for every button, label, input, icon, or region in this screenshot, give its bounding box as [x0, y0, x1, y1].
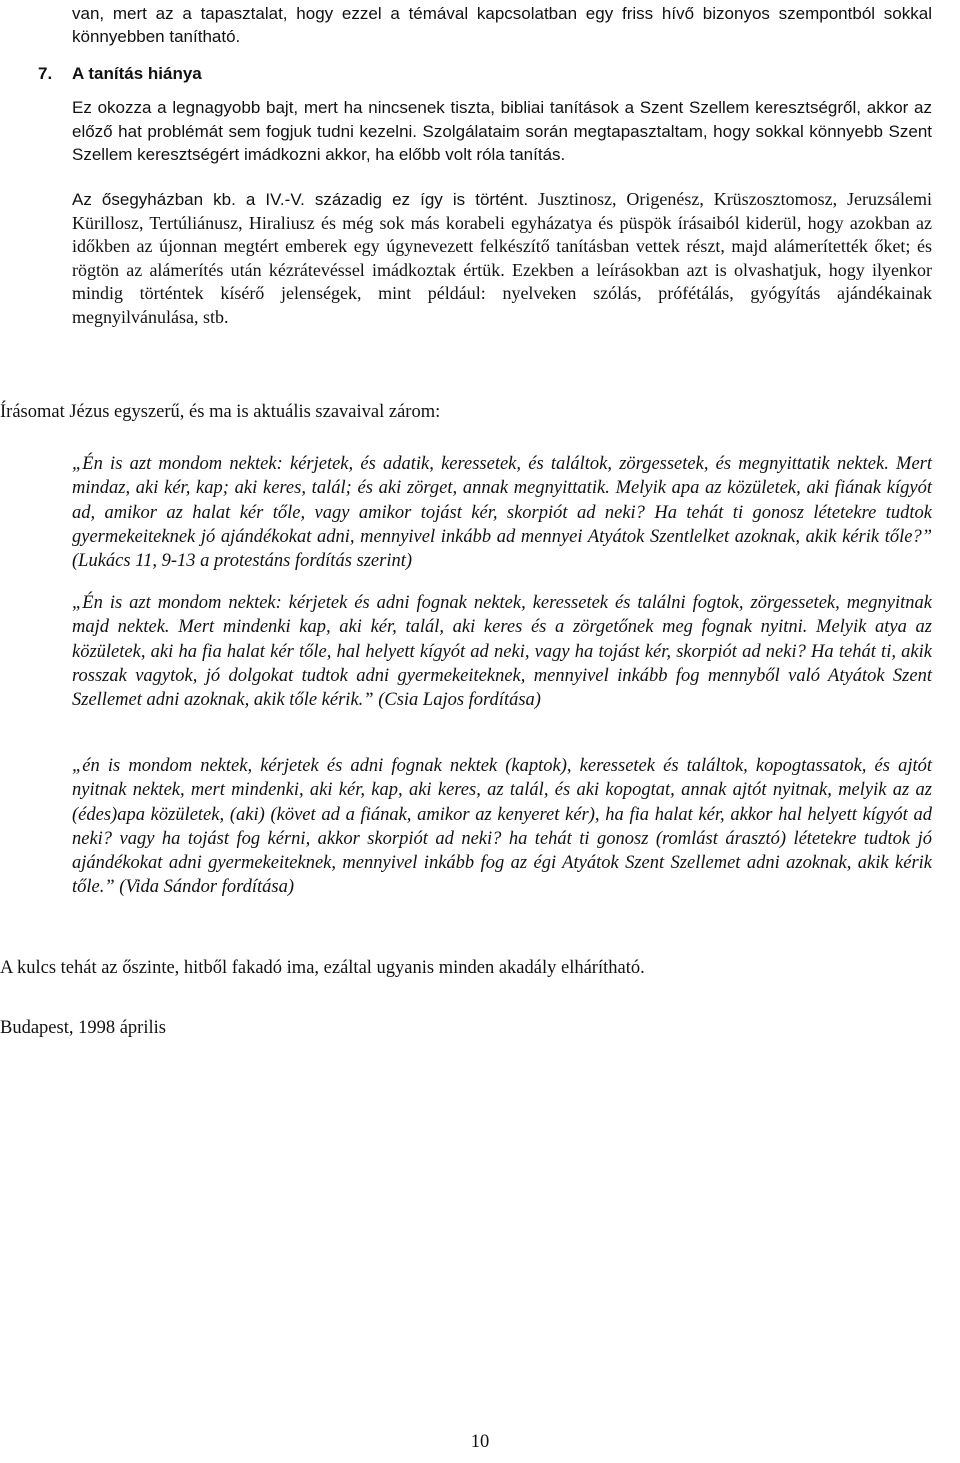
closing-intro-paragraph: Írásomat Jézus egyszerű, és ma is aktuális szavaival zárom: — [0, 402, 441, 422]
paragraph-2-lead: Az ősegyházban kb. a IV.-V. századig ez így is történt. — [72, 190, 529, 209]
paragraph-2-rest: Jusztinosz, Origenész, Krüszosztomosz, Jeruzsálemi Kürillosz, Tertúliánusz, Hiraliusz és még sok más korabeli egyházatya és püspök írásaiból kiderül, hogy azokban az időkben az újonnan megtért emberek egy úgynevezett felkészítő tanításban vettek részt, majd alámerítették őket; és rögtön az alámerítés után kézrátevéssel imádkoztak értük. Ezekben a leírásokban azt is olvashatjuk, hogy ilyenkor mindig történtek kísérő jelenségek, mint például: nyelveken szólás, prófétálás, gyógyítás ajándékainak megnyilvánulása, stb. — [72, 189, 932, 327]
bible-quote-1: „Én is azt mondom nektek: kérjetek, és adatik, keressetek, és találtok, zörgessetek, és megnyittatik nektek. Mert mindaz, aki kér, kap; aki keres, talál; és aki zörget, annak megnyittatik. Melyik apa az közületek, aki fiának kígyót ad, amikor az halat kér tőle, vagy amikor tojást kér, skorpiót ad neki? Ha tehát ti gonosz létetekre tudtok gyermekeiteknek jó ajándékokat adni, mennyivel inkább ad mennyei Atyátok Szentlelket azoknak, akik kérik tőle?” (Lukács 11, 9-13 a protestáns fordítás szerint) — [72, 454, 932, 572]
section-paragraph-1: Ez okozza a legnagyobb bajt, mert ha nincsenek tiszta, bibliai tanítások a Szent Szellem keresztségről, akkor az előző hat problémát sem fogjuk tudni kezelni. Szolgálataim során megtapasztaltam, hogy sokkal könnyebb Szent Szellem keresztségért imádkozni akkor, ha előbb volt róla tanítás. — [72, 98, 932, 164]
place-and-date: Budapest, 1998 április — [0, 1018, 166, 1038]
intro-continuation-paragraph: van, mert az a tapasztalat, hogy ezzel a témával kapcsolatban egy friss hívő bizonyos szempontból sokkal könnyebben tanítható. — [72, 4, 932, 46]
bible-quote-2: „Én is azt mondom nektek: kérjetek és adni fognak nektek, keressetek és találni fogtok, zörgessetek, megnyitnak majd nektek. Mert mindenki kap, aki kér, talál, aki keres és a zörgetőnek meg fognak nyitni. Melyik atya az közületek, aki ha fia halat kér tőle, hal helyett kígyót ad neki, vagy ha tojást kér, skorpiót ad neki? Ha tehát ti, akik rosszak vagytok, jó dolgokat tudtok adni gyermekeiteknek, mennyivel inkább fog mennyből való Atyátok Szent Szellemet adni azoknak, akik tőle kérik.” (Csia Lajos fordítása) — [72, 593, 932, 711]
section-heading — [38, 62, 932, 86]
bible-quote-3: „én is mondom nektek, kérjetek és adni fognak nektek (kaptok), keressetek és találtok, kopogtassatok, és ajtót nyitnak nektek, mert mindenki, aki kér, kap, aki keres, az talál, és aki kopogtat, annak ajtót nyitnak, melyik az az (édes)apa közületek, (aki) (követ ad a fiának, amikor az kenyeret kér), ha fia halat kér, akkor hal helyett kígyót ad neki? vagy ha tojást fog kérni, akkor skorpiót ad neki? ha tehát ti gonosz (romlást árasztó) létetekre tudtok jó ajándékokat adni gyermekeiteknek, mennyivel inkább fog az égi Atyátok Szent Szellemet adni azoknak, akik kérik tőle.” (Vida Sándor fordítása) — [72, 756, 932, 898]
section-title: A tanítás hiánya — [72, 64, 202, 83]
section-number: 7. — [38, 64, 53, 83]
conclusion-paragraph: A kulcs tehát az őszinte, hitből fakadó ima, ezáltal ugyanis minden akadály elhárítható. — [0, 958, 645, 978]
section-paragraph-2 — [72, 188, 932, 329]
page-number: 10 — [470, 1432, 490, 1452]
